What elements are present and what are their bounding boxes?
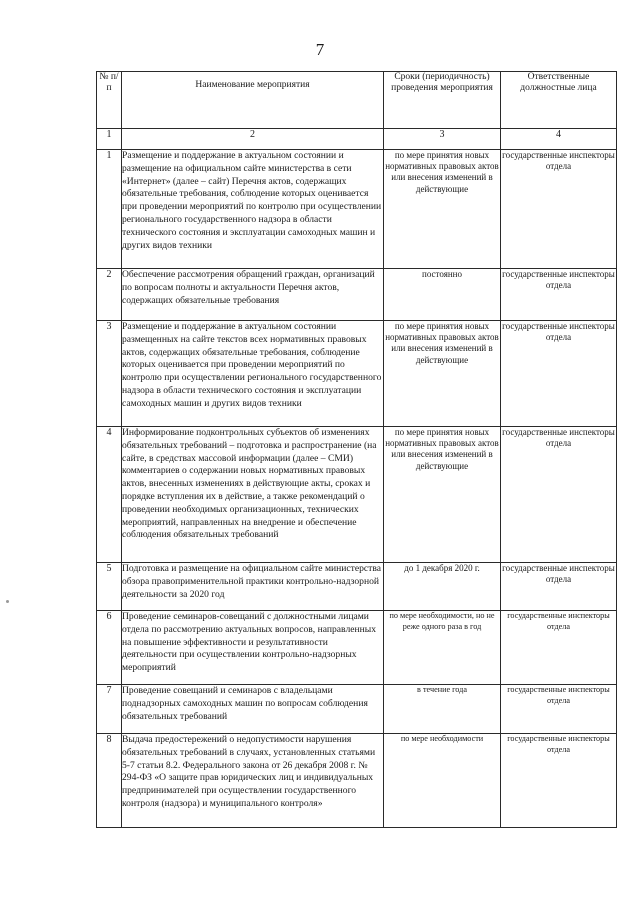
table-row	[97, 427, 617, 563]
event-name: Проведение семинаров-совещаний с должностными лицами отдела по рассмотрению актуальных вопросов, направленных на повышение эффективности и результативности деятельности при осуществлении контрольно-надзорных мероприятий	[122, 611, 384, 685]
event-term: по мере необходимости	[384, 734, 501, 828]
event-name: Размещение и поддержание в актуальном состоянии и размещение на официальном сайте министерства в сети «Интернет» (далее – сайт) Перечня актов, содержащих обязательные требования, соблюдение которых оценивается при проведении мероприятий по контролю при осуществлении регионального государственного надзора в области технического состояния и эксплуатации самоходных машин и других видов техники	[122, 150, 384, 269]
event-term: постоянно	[384, 269, 501, 321]
row-number: 1	[97, 150, 122, 269]
event-name: Обеспечение рассмотрения обращений граждан, организаций по вопросам полноты и актуальности Перечня актов, содержащих обязательные требования	[122, 269, 384, 321]
table-row	[97, 611, 617, 685]
event-term: по мере принятия новых нормативных правовых актов или внесения изменений в действующие	[384, 321, 501, 427]
event-name: Проведение совещаний и семинаров с владельцами поднадзорных самоходных машин по вопросам соблюдения обязательных требований	[122, 685, 384, 734]
header-name: Наименование мероприятия	[122, 72, 384, 129]
event-name: Размещение и поддержание в актуальном состоянии размещенных на сайте текстов всех нормативных правовых актов, содержащих обязательные требования, соблюдение которых оценивается при проведении мероприятий по контролю при осуществлении регионального государственного надзора в области технического состояния и эксплуатации самоходных машин и других видов техники	[122, 321, 384, 427]
column-index: 2	[122, 129, 384, 150]
event-name: Информирование подконтрольных субъектов об изменениях обязательных требований – подготовка и распространение (на сайте, в средствах массовой информации (далее – СМИ) комментариев о содержании новых нормативных правовых актов, внесенных изменениях в действующие акты, сроках и порядке вступления их в действие, а также рекомендаций о проведении необходимых организационных, технических мероприятий, направленных на внедрение и обеспечение соблюдения обязательных требований	[122, 427, 384, 563]
event-responsible: государственные инспекторы отдела	[501, 563, 617, 611]
table-row	[97, 269, 617, 321]
event-term: по мере принятия новых нормативных правовых актов или внесения изменений в действующие	[384, 150, 501, 269]
event-term: по мере принятия новых нормативных правовых актов или внесения изменений в действующие	[384, 427, 501, 563]
table-row	[97, 321, 617, 427]
event-term: в течение года	[384, 685, 501, 734]
row-number: 3	[97, 321, 122, 427]
column-index-row	[97, 129, 617, 150]
row-number: 4	[97, 427, 122, 563]
table-row	[97, 150, 617, 269]
event-term: по мере необходимости, но не реже одного раза в год	[384, 611, 501, 685]
row-number: 2	[97, 269, 122, 321]
row-number: 7	[97, 685, 122, 734]
table-row	[97, 563, 617, 611]
row-number: 8	[97, 734, 122, 828]
event-responsible: государственные инспекторы отдела	[501, 685, 617, 734]
event-responsible: государственные инспекторы отдела	[501, 611, 617, 685]
event-name: Выдача предостережений о недопустимости нарушения обязательных требований в случаях, установленных статьями 5-7 статьи 8.2. Федерального закона от 26 декабря 2008 г. № 294-ФЗ «О защите прав юридических лиц и индивидуальных предпринимателей при осуществлении государственного контроля (надзора) и муниципального контроля»	[122, 734, 384, 828]
table-row	[97, 734, 617, 828]
events-table	[96, 71, 617, 828]
event-responsible: государственные инспекторы отдела	[501, 734, 617, 828]
header-num: № п/п	[97, 72, 122, 129]
row-number: 6	[97, 611, 122, 685]
table-row	[97, 685, 617, 734]
column-index: 4	[501, 129, 617, 150]
event-responsible: государственные инспекторы отдела	[501, 269, 617, 321]
column-index: 1	[97, 129, 122, 150]
event-responsible: государственные инспекторы отдела	[501, 427, 617, 563]
event-name: Подготовка и размещение на официальном сайте министерства обзора правоприменительной практики контрольно-надзорной деятельности за 2020 год	[122, 563, 384, 611]
header-row	[97, 72, 617, 129]
row-number: 5	[97, 563, 122, 611]
scan-dot	[6, 600, 9, 603]
header-term: Сроки (периодичность) проведения мероприятия	[384, 72, 501, 129]
event-term: до 1 декабря 2020 г.	[384, 563, 501, 611]
event-responsible: государственные инспекторы отдела	[501, 150, 617, 269]
event-responsible: государственные инспекторы отдела	[501, 321, 617, 427]
header-resp: Ответственные должностные лица	[501, 72, 617, 129]
page-number: 7	[315, 40, 325, 59]
column-index: 3	[384, 129, 501, 150]
